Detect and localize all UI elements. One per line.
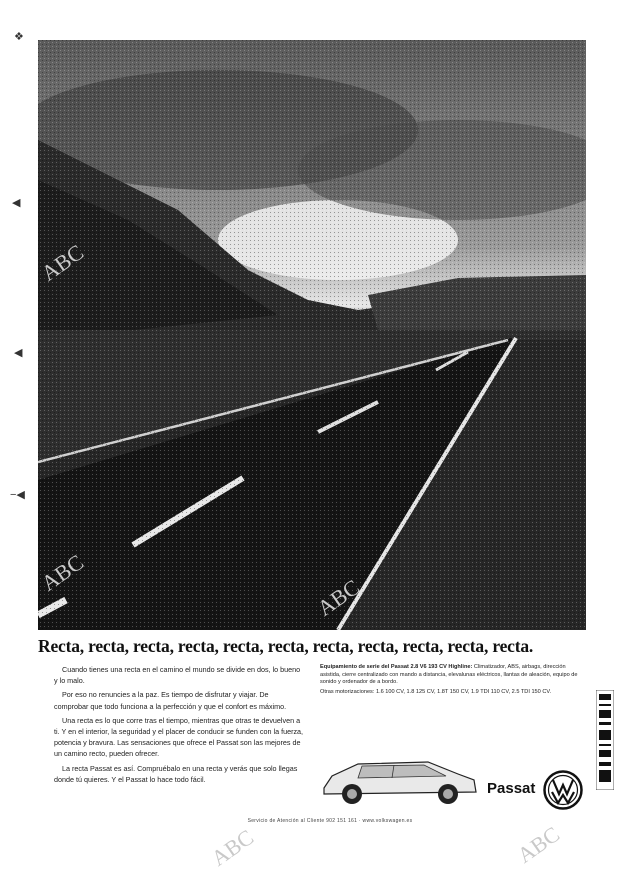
specifications (320, 664, 582, 698)
margin-mark-icon: ◀ (12, 197, 21, 209)
margin-mark-icon: ❖ (14, 31, 24, 43)
abc-watermark: ABC (512, 821, 565, 868)
body-paragraph: Cuando tienes una recta en el camino el mundo se divide en dos, lo bueno y lo malo. (54, 665, 301, 686)
body-copy (54, 664, 304, 788)
abc-watermark: ABC (36, 549, 89, 596)
body-paragraph: La recta Passat es así. Compruébalo en una recta y verás que solo llegas donde tú quieres. Y el Passat lo hace todo fácil. (54, 763, 298, 784)
abc-watermark: ABC (206, 824, 259, 871)
specs-text: Climatizador, ABS, airbags, dirección asistida, cierre centralizado con mando a distancia, elevalunas eléctricos, llantas de aleación, equipo de sonido y ordenador de a bordo. (320, 664, 578, 686)
margin-mark-icon: ◀ (14, 347, 23, 359)
body-paragraph: Por eso no renuncies a la paz. Es tiempo de disfrutar y viajar. De comprobar que todo funciona a la perfección y que el confort es máximo. (54, 690, 287, 711)
abc-watermark: ABC (312, 574, 365, 621)
abc-watermark: ABC (36, 239, 89, 286)
engines-text: Otras motorizaciones: 1.6 100 CV, 1.8 125 CV, 1.8T 150 CV, 1.9 TDI 110 CV, 2.5 TDI 150 CV. (320, 688, 552, 695)
archive-barcode (596, 690, 614, 790)
body-paragraph: Una recta es lo que corre tras el tiempo, mientras que otras te devuelven a ti. Y en el interior, la seguridad y el placer de conducir se funden con la fuerza, potencia y bravura. Las sensaciones que ofrece el Passat son las mejores de un camino recto, pueden ofrecer. (54, 715, 304, 759)
passat-wordmark: Passat (487, 780, 536, 797)
vw-logo-icon (543, 770, 583, 810)
passat-car-image (318, 752, 480, 808)
specs-heading: Equipamiento de serie del Passat 2.8 V6 193 CV Highline: (320, 664, 473, 670)
road-photograph (38, 40, 586, 630)
footer-contact: Servicio de Atención al Cliente 902 151 161 · www.volkswagen.es (247, 818, 413, 824)
headline: Recta, recta, recta, recta, recta, recta, recta, recta, recta, recta, recta. (38, 636, 534, 656)
margin-mark-icon: −◀ (10, 489, 25, 501)
